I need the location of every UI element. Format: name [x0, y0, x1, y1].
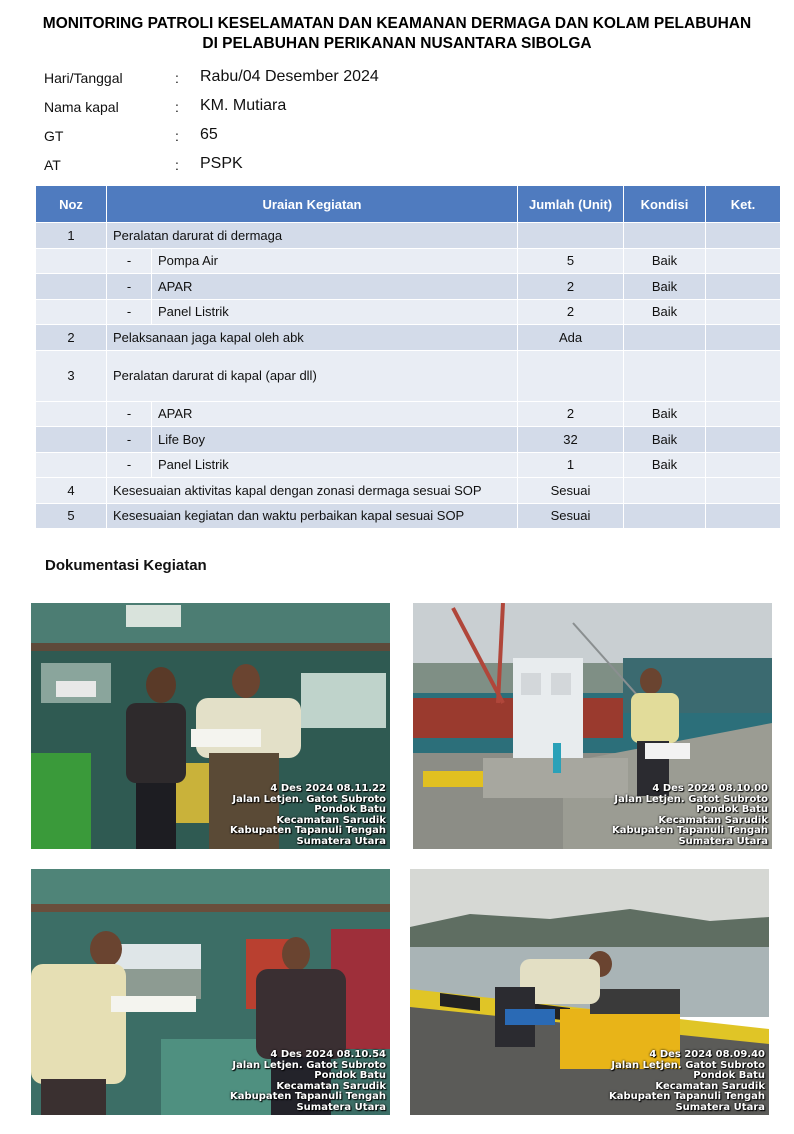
cell-dash: -: [107, 427, 152, 453]
info-colon: :: [175, 157, 179, 173]
cell-kondisi: [624, 478, 706, 504]
header-uraian: Uraian Kegiatan: [107, 186, 518, 223]
documentation-photo-4: [410, 869, 769, 1115]
cell-kondisi: Baik: [624, 248, 706, 274]
info-label: AT: [44, 157, 61, 173]
cell-dash: -: [107, 248, 152, 274]
cell-jumlah: [518, 223, 624, 249]
photo-timestamp: 4 Des 2024 08.09.40 Jalan Letjen. Gatot Subroto Pondok Batu Kecamatan Sarudik Kabupaten Tapanuli Tengah Sumatera Utara: [608, 1049, 765, 1113]
title-line-1: MONITORING PATROLI KESELAMATAN DAN KEAMANAN DERMAGA DAN KOLAM PELABUHAN: [42, 15, 752, 32]
cell-text: APAR: [152, 401, 518, 427]
documentation-title: Dokumentasi Kegiatan: [45, 557, 207, 574]
table-row: [36, 350, 781, 401]
table-row: [36, 452, 781, 478]
table-row: [36, 248, 781, 274]
table-row: [36, 478, 781, 504]
cell-ket: [706, 299, 781, 325]
photo-timestamp: 4 Des 2024 08.10.54 Jalan Letjen. Gatot Subroto Pondok Batu Kecamatan Sarudik Kabupaten Tapanuli Tengah Sumatera Utara: [229, 1049, 386, 1113]
info-colon: :: [175, 99, 179, 115]
cell-jumlah: Ada: [518, 325, 624, 351]
cell-text: Panel Listrik: [152, 452, 518, 478]
cell-text: Pelaksanaan jaga kapal oleh abk: [107, 325, 518, 351]
cell-no: 5: [36, 503, 107, 529]
header-no: Noz: [36, 186, 107, 223]
info-label: Nama kapal: [44, 99, 119, 115]
cell-text: Pompa Air: [152, 248, 518, 274]
documentation-photo-1: [31, 603, 390, 849]
cell-jumlah: [518, 350, 624, 401]
cell-kondisi: [624, 325, 706, 351]
cell-jumlah: 5: [518, 248, 624, 274]
cell-no: 1: [36, 223, 107, 249]
cell-text: Peralatan darurat di dermaga: [107, 223, 518, 249]
documentation-photo-2: [413, 603, 772, 849]
cell-ket: [706, 274, 781, 300]
photo-timestamp: 4 Des 2024 08.10.00 Jalan Letjen. Gatot Subroto Pondok Batu Kecamatan Sarudik Kabupaten Tapanuli Tengah Sumatera Utara: [611, 783, 768, 847]
table-row: [36, 274, 781, 300]
cell-ket: [706, 478, 781, 504]
cell-text: Life Boy: [152, 427, 518, 453]
cell-dash: -: [107, 452, 152, 478]
table-header-row: [36, 186, 781, 223]
cell-ket: [706, 248, 781, 274]
cell-ket: [706, 223, 781, 249]
info-colon: :: [175, 128, 179, 144]
inspection-table: [35, 185, 781, 529]
table-row: [36, 401, 781, 427]
cell-kondisi: Baik: [624, 299, 706, 325]
info-label: Hari/Tanggal: [44, 70, 123, 86]
header-jumlah: Jumlah (Unit): [518, 186, 624, 223]
header-kondisi: Kondisi: [624, 186, 706, 223]
cell-kondisi: Baik: [624, 401, 706, 427]
cell-dash: -: [107, 299, 152, 325]
cell-no: [36, 274, 107, 300]
cell-text: Peralatan darurat di kapal (apar dll): [107, 350, 518, 401]
title-line-2: DI PELABUHAN PERIKANAN NUSANTARA SIBOLGA: [202, 35, 592, 52]
cell-jumlah: 1: [518, 452, 624, 478]
cell-text: APAR: [152, 274, 518, 300]
info-label: GT: [44, 128, 64, 144]
cell-dash: -: [107, 401, 152, 427]
photo-timestamp: 4 Des 2024 08.11.22 Jalan Letjen. Gatot Subroto Pondok Batu Kecamatan Sarudik Kabupaten Tapanuli Tengah Sumatera Utara: [229, 783, 386, 847]
cell-text: Kesesuaian aktivitas kapal dengan zonasi dermaga sesuai SOP: [107, 478, 518, 504]
document-title: [20, 14, 774, 54]
cell-kondisi: [624, 350, 706, 401]
cell-no: 3: [36, 350, 107, 401]
header-ket: Ket.: [706, 186, 781, 223]
cell-ket: [706, 427, 781, 453]
cell-ket: [706, 452, 781, 478]
cell-text: Kesesuaian kegiatan dan waktu perbaikan kapal sesuai SOP: [107, 503, 518, 529]
cell-jumlah: Sesuai: [518, 478, 624, 504]
cell-jumlah: 2: [518, 274, 624, 300]
cell-ket: [706, 325, 781, 351]
cell-no: [36, 401, 107, 427]
cell-dash: -: [107, 274, 152, 300]
cell-no: [36, 452, 107, 478]
cell-jumlah: 32: [518, 427, 624, 453]
table-row: [36, 223, 781, 249]
table-row: [36, 427, 781, 453]
cell-kondisi: Baik: [624, 452, 706, 478]
info-colon: :: [175, 70, 179, 86]
cell-no: [36, 427, 107, 453]
info-value: PSPK: [200, 155, 243, 172]
table-row: [36, 299, 781, 325]
cell-kondisi: Baik: [624, 427, 706, 453]
table-row: [36, 325, 781, 351]
cell-no: [36, 299, 107, 325]
cell-text: Panel Listrik: [152, 299, 518, 325]
cell-ket: [706, 503, 781, 529]
cell-no: 4: [36, 478, 107, 504]
cell-jumlah: 2: [518, 401, 624, 427]
cell-no: [36, 248, 107, 274]
table-row: [36, 503, 781, 529]
cell-jumlah: Sesuai: [518, 503, 624, 529]
documentation-photo-3: [31, 869, 390, 1115]
cell-kondisi: [624, 503, 706, 529]
cell-kondisi: [624, 223, 706, 249]
cell-jumlah: 2: [518, 299, 624, 325]
info-value: KM. Mutiara: [200, 97, 287, 114]
cell-ket: [706, 401, 781, 427]
info-value: Rabu/04 Desember 2024: [200, 68, 379, 85]
cell-no: 2: [36, 325, 107, 351]
info-value: 65: [200, 126, 218, 143]
cell-kondisi: Baik: [624, 274, 706, 300]
cell-ket: [706, 350, 781, 401]
